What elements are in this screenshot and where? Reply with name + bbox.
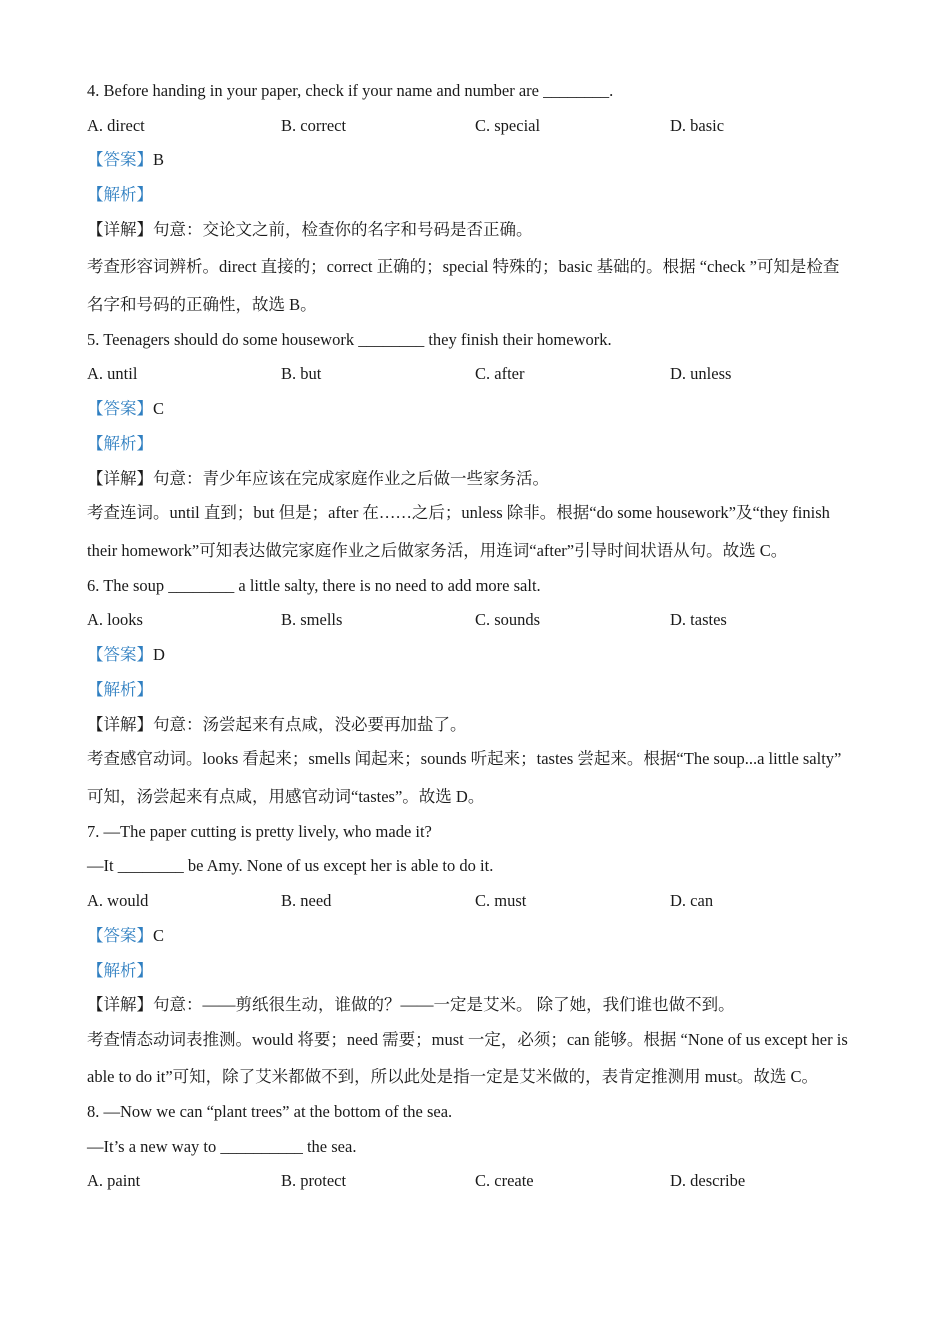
question-8-option-d: D. describe [670, 1171, 746, 1190]
answer-tag: 【答案】 [87, 150, 153, 169]
question-8-option-b: B. protect [281, 1171, 347, 1190]
answer-tag: 【答案】 [87, 926, 153, 945]
question-6-explain-1: 考查感官动词。looks 看起来；smells 闻起来；sounds 听起来；tastes 尝起来。根据“The soup...a little salty” [87, 749, 842, 768]
question-4-explain-1: 考查形容词辨析。direct 直接的；correct 正确的；special 特殊的；basic 基础的。根据 “check ”可知是检查 [87, 257, 840, 276]
question-6-answer [87, 645, 165, 665]
question-4-analysis-tag: 【解析】 [87, 185, 153, 204]
question-7-analysis-tag: 【解析】 [87, 961, 153, 980]
answer-value: B [153, 150, 165, 169]
question-8-option-c: C. create [475, 1171, 534, 1190]
question-4-option-a: A. direct [87, 116, 145, 135]
question-6-explain-2: 可知，汤尝起来有点咸，用感官动词“tastes”。故选 D。 [87, 787, 485, 806]
question-5-option-d: D. unless [670, 364, 732, 383]
question-8-stem-2: —It’s a new way to __________ the sea. [87, 1137, 357, 1156]
question-4-stem: 4. Before handing in your paper, check if your name and number are ________. [87, 81, 614, 100]
question-7-option-a: A. would [87, 891, 149, 910]
answer-value: C [153, 926, 165, 945]
question-4-option-c: C. special [475, 116, 541, 135]
question-7-answer [87, 926, 164, 946]
question-7-explain-2: able to do it”可知，除了艾米都做不到，所以此处是指一定是艾米做的，表肯定推测用 must。故选 C。 [87, 1067, 819, 1086]
question-6-analysis-tag: 【解析】 [87, 680, 153, 699]
question-4-detail: 【详解】句意：交论文之前，检查你的名字和号码是否正确。 [87, 220, 533, 239]
question-7-stem-2: —It ________ be Amy. None of us except her is able to do it. [87, 856, 494, 875]
question-6-option-d: D. tastes [670, 610, 727, 629]
answer-tag: 【答案】 [87, 399, 153, 418]
question-6-option-b: B. smells [281, 610, 343, 629]
question-5-option-a: A. until [87, 364, 138, 383]
question-5-option-b: B. but [281, 364, 322, 383]
question-4-answer [87, 150, 164, 170]
question-5-option-c: C. after [475, 364, 525, 383]
question-8-option-a: A. paint [87, 1171, 141, 1190]
question-7-detail: 【详解】句意：——剪纸很生动，谁做的？——一定是艾米。 除了她，我们谁也做不到。 [87, 995, 735, 1014]
question-7-explain-1: 考查情态动词表推测。would 将要；need 需要；must 一定，必须；can 能够。根据 “None of us except her is [87, 1030, 848, 1049]
question-6-option-c: C. sounds [475, 610, 541, 629]
question-7-option-b: B. need [281, 891, 332, 910]
question-7-option-d: D. can [670, 891, 714, 910]
answer-tag: 【答案】 [87, 645, 153, 664]
question-4-option-d: D. basic [670, 116, 725, 135]
question-5-answer [87, 399, 164, 419]
question-5-explain-2: their homework”可知表达做完家庭作业之后做家务活，用连词“after”引导时间状语从句。故选 C。 [87, 541, 788, 560]
question-7-option-c: C. must [475, 891, 527, 910]
answer-value: C [153, 399, 165, 418]
question-4-option-b: B. correct [281, 116, 347, 135]
question-5-analysis-tag: 【解析】 [87, 434, 153, 453]
question-6-detail: 【详解】句意：汤尝起来有点咸，没必要再加盐了。 [87, 715, 467, 734]
question-5-detail: 【详解】句意：青少年应该在完成家庭作业之后做一些家务活。 [87, 469, 549, 488]
question-5-explain-1: 考查连词。until 直到；but 但是；after 在……之后；unless 除非。根据“do some housework”及“they finish [87, 503, 830, 522]
question-5-stem: 5. Teenagers should do some housework ________ they finish their homework. [87, 330, 612, 349]
question-4-explain-2: 名字和号码的正确性，故选 B。 [87, 295, 317, 314]
answer-value: D [153, 645, 165, 664]
question-8-stem-1: 8. —Now we can “plant trees” at the bottom of the sea. [87, 1102, 453, 1121]
question-6-option-a: A. looks [87, 610, 143, 629]
question-7-stem-1: 7. —The paper cutting is pretty lively, who made it? [87, 822, 432, 841]
question-6-stem: 6. The soup ________ a little salty, there is no need to add more salt. [87, 576, 541, 595]
